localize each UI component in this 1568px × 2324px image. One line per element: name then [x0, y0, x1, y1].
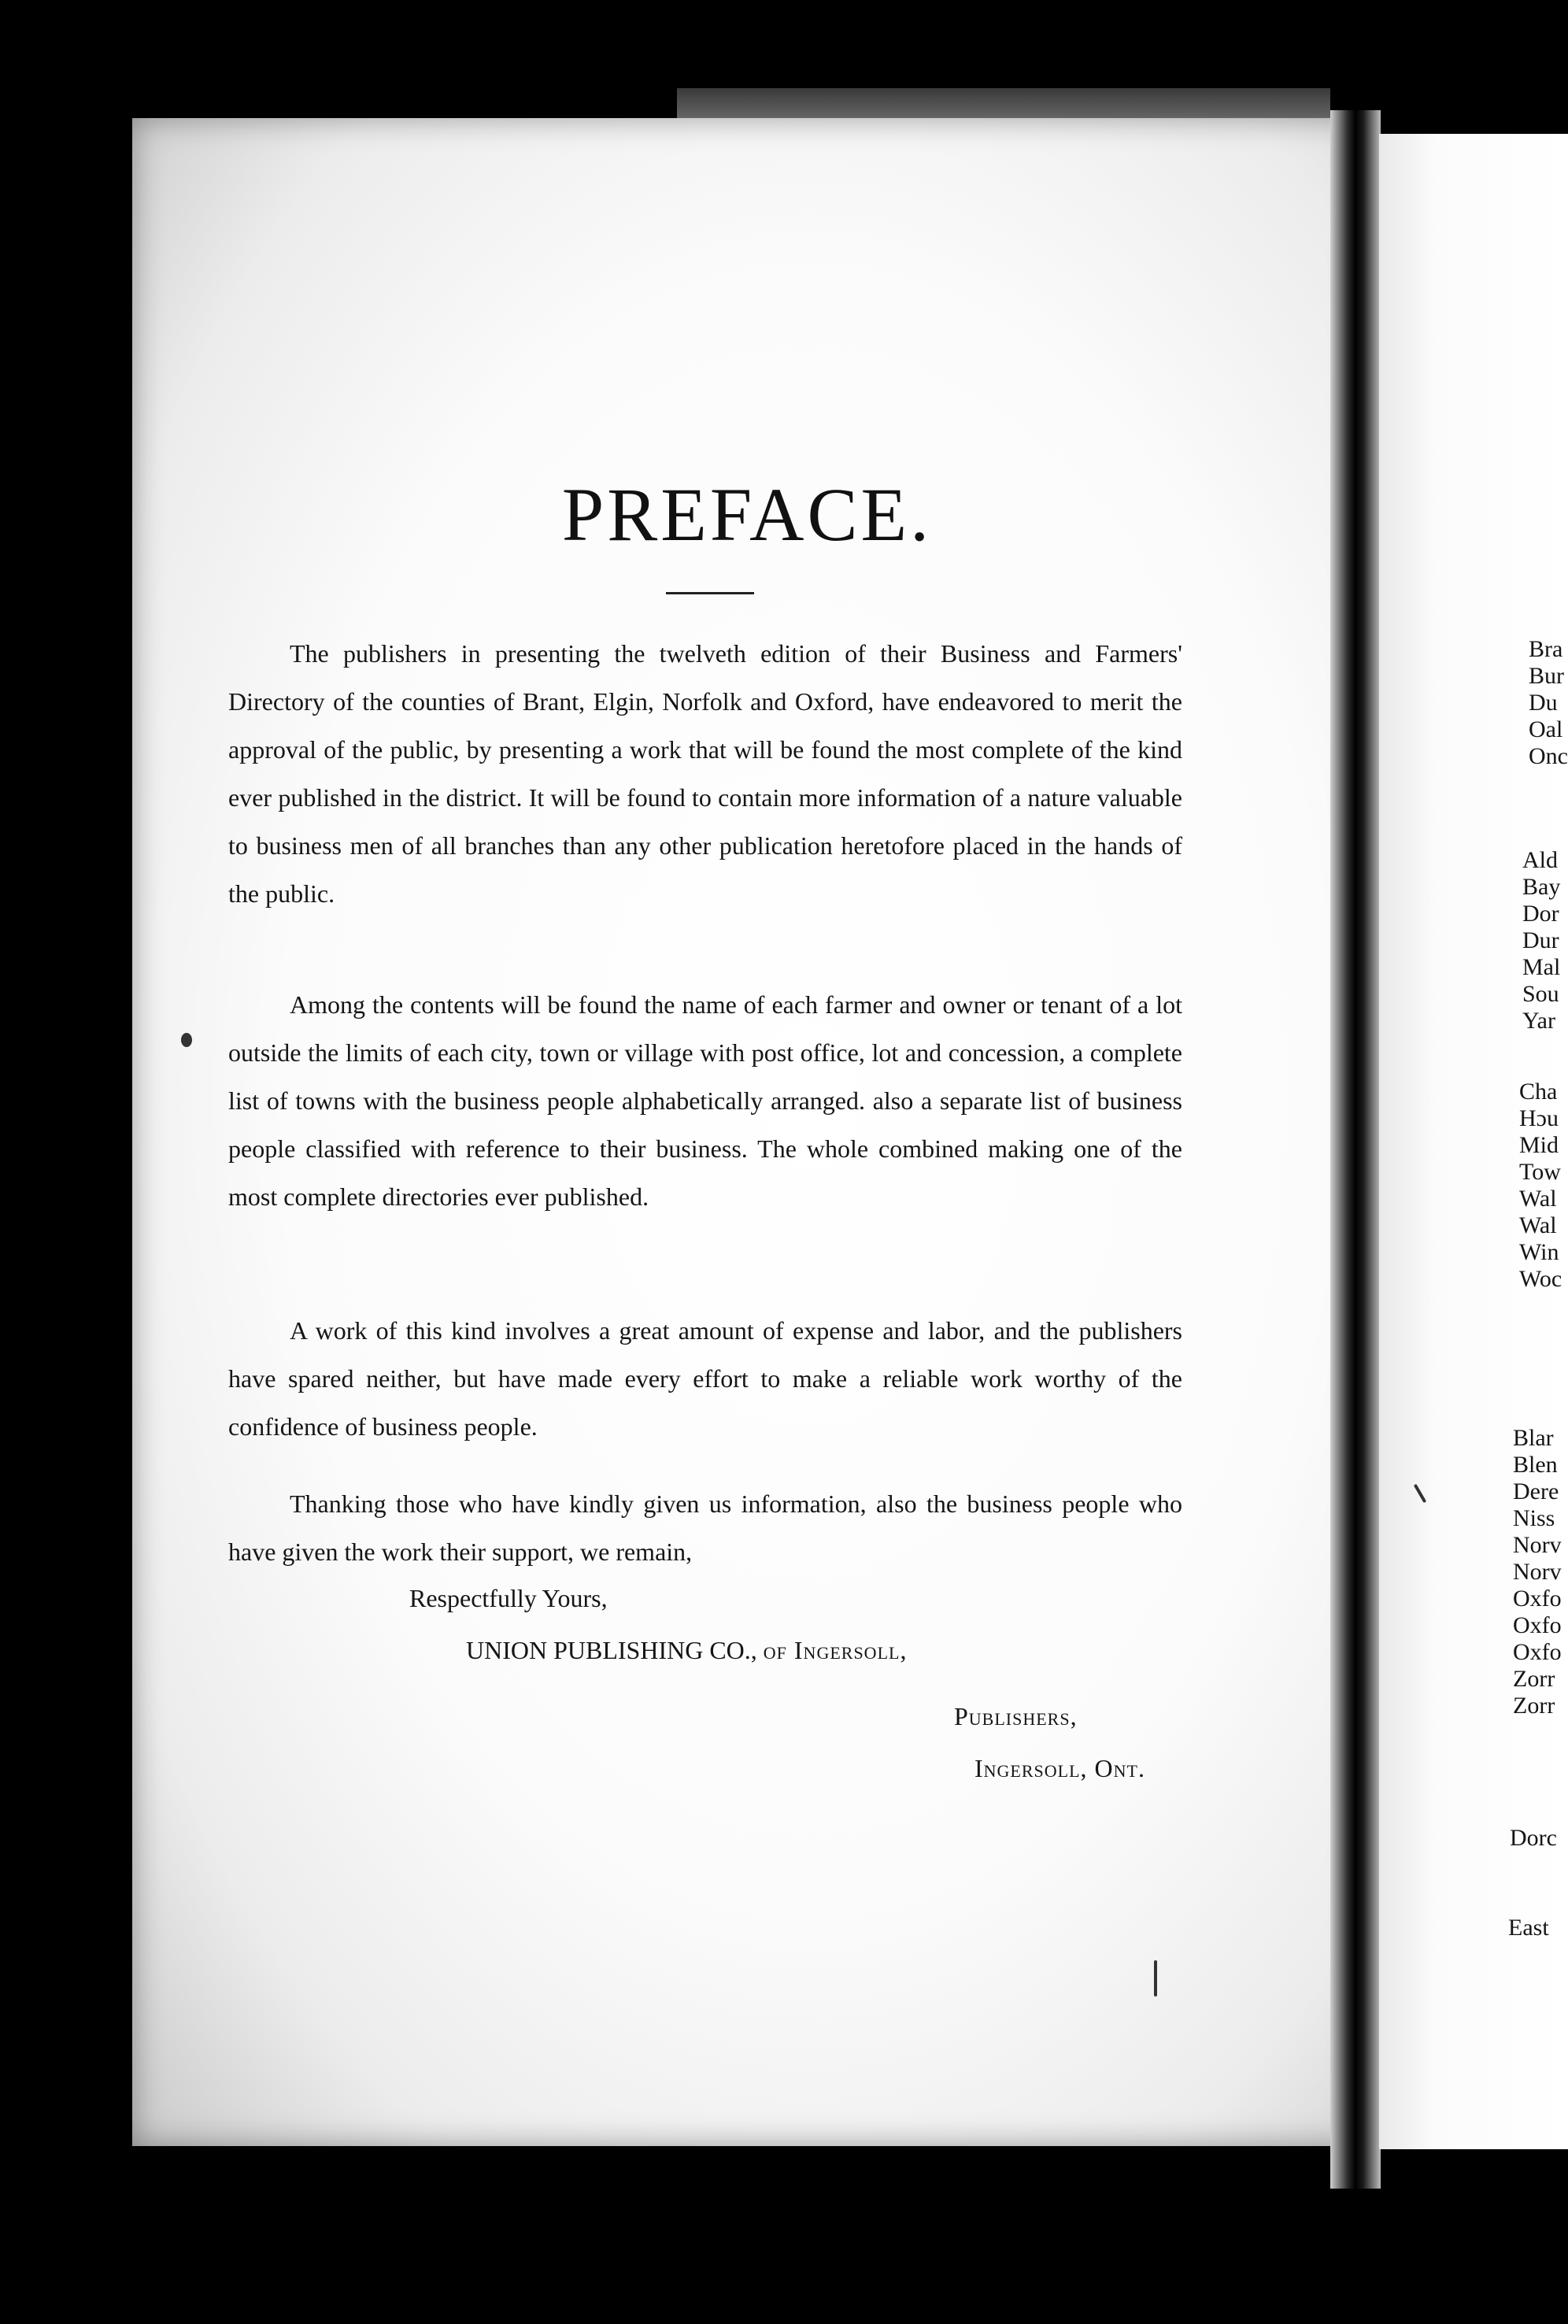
- right-page-entry: Niss: [1513, 1505, 1555, 1531]
- publishers-line: Publishers,: [954, 1702, 1078, 1730]
- book-gutter: [1330, 110, 1381, 2189]
- company-name: UNION PUBLISHING CO.,: [466, 1636, 757, 1664]
- ink-speck: [181, 1033, 192, 1047]
- preface-paragraph-3: [228, 1307, 1182, 1451]
- right-page-entry: Hɔu: [1519, 1105, 1559, 1131]
- right-page-entry: Win: [1519, 1239, 1559, 1265]
- right-page-entry: Norv: [1513, 1559, 1562, 1585]
- right-page-entry: Dor: [1522, 901, 1559, 927]
- right-page-entry: Norv: [1513, 1532, 1562, 1558]
- right-page-entry: Oxfo: [1513, 1639, 1562, 1665]
- right-page-list-1: [1529, 636, 1568, 770]
- right-page-entry: Oxfo: [1513, 1586, 1562, 1612]
- right-page-entry: Woc: [1519, 1266, 1562, 1292]
- right-page-entry: Zorr: [1513, 1693, 1555, 1719]
- right-page-entry: Wal: [1519, 1186, 1557, 1212]
- right-page-list-2: [1522, 847, 1568, 1034]
- right-page-entry: Yar: [1522, 1008, 1555, 1034]
- right-page-entry: Bra: [1529, 636, 1563, 662]
- company-suffix: of Ingersoll,: [763, 1636, 908, 1664]
- right-page-entry: Dere: [1513, 1478, 1559, 1504]
- right-page-entry: Cha: [1519, 1079, 1558, 1105]
- right-page-entry: Zorr: [1513, 1666, 1555, 1692]
- preface-paragraph-1: [228, 630, 1182, 918]
- preface-paragraph-2: [228, 981, 1182, 1221]
- right-page-entry: Sou: [1522, 981, 1559, 1007]
- ink-mark: [1154, 1960, 1157, 1996]
- right-page-entry: Mal: [1522, 954, 1561, 980]
- right-page-entry: Blar: [1513, 1425, 1554, 1451]
- title-rule: [666, 592, 754, 594]
- location-line: Ingersoll, Ont.: [974, 1754, 1145, 1782]
- right-page-entry: Wal: [1519, 1212, 1557, 1238]
- right-page-entry: Dur: [1522, 927, 1559, 953]
- right-page-entry: East: [1508, 1915, 1549, 1941]
- right-page-entry: Blen: [1513, 1452, 1558, 1478]
- paragraph-1-text: The publishers in presenting the twelveth edition of their Business and Farmers' Directory of the counties of Brant, Elgin, Norfolk and Oxford, have endeavored to merit the approval of the public, by presenting a work that will be found the most complete of the kind ever published in the district. It will be found to contain more information of a nature valuable to business men of all branches than any other publication heretofore placed in the hands of the public.: [228, 639, 1182, 908]
- right-page-entry: Oal: [1529, 716, 1563, 742]
- right-page-list-6: [1508, 1915, 1568, 1941]
- right-page-entry: Oxfo: [1513, 1612, 1562, 1638]
- right-page-list-5: [1510, 1825, 1568, 1852]
- right-page-entry: Bay: [1522, 874, 1561, 900]
- right-page-entry: Onc: [1529, 743, 1568, 769]
- preface-title: PREFACE.: [561, 472, 933, 557]
- right-page-entry: Tow: [1519, 1159, 1561, 1185]
- right-page-entry: Bur: [1529, 663, 1564, 689]
- right-page-list-3: [1519, 1079, 1568, 1293]
- company-line: [466, 1636, 907, 1665]
- right-page-list-4: [1513, 1425, 1568, 1719]
- right-page-entry: Dorc: [1510, 1825, 1557, 1851]
- right-page-entry: Du: [1529, 690, 1558, 716]
- right-page-entry: Mid: [1519, 1132, 1559, 1158]
- paragraph-3-text: A work of this kind involves a great amount of expense and labor, and the publishers have spared neither, but have made every effort to make a reliable work worthy of the confidence of business people.: [228, 1316, 1182, 1441]
- right-page-entry: Ald: [1522, 847, 1558, 873]
- closing-line: Respectfully Yours,: [409, 1584, 608, 1612]
- paragraph-2-text: Among the contents will be found the name of each farmer and owner or tenant of a lot outside the limits of each city, town or village with post office, lot and concession, a complete list of towns with the business people alphabetically arranged. also a separate list of business people classified with reference to their business. The whole combined making one of the most complete directories ever published.: [228, 990, 1182, 1211]
- paragraph-4-text: Thanking those who have kindly given us information, also the business people who have given the work their support, we remain,: [228, 1490, 1182, 1566]
- preface-paragraph-4: [228, 1480, 1182, 1576]
